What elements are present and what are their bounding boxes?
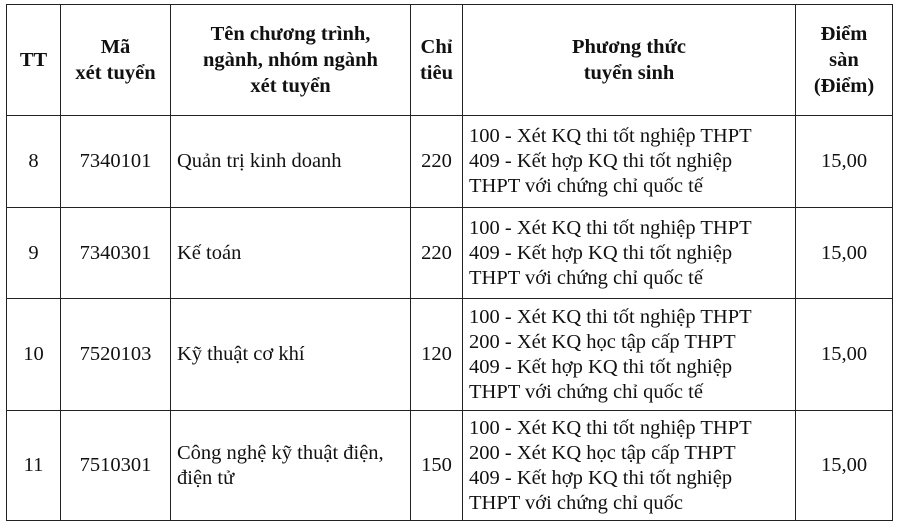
cell-code: 7510301 xyxy=(61,411,171,521)
header-quota-line: tiêu xyxy=(419,62,454,84)
table-row xyxy=(7,299,893,411)
cell-methods xyxy=(463,116,796,208)
header-row xyxy=(7,5,893,116)
cell-code: 7340101 xyxy=(61,116,171,208)
method-line: THPT với chứng chỉ quốc tế xyxy=(469,175,703,197)
cell-name-line: điện tử xyxy=(177,466,235,489)
cell-score: 15,00 xyxy=(796,411,893,521)
header-score-line: Điểm xyxy=(820,23,868,45)
header-method xyxy=(463,5,796,116)
header-name xyxy=(171,5,411,116)
table-row xyxy=(7,116,893,208)
cell-name xyxy=(171,116,411,208)
cell-name xyxy=(171,411,411,521)
method-line: 100 - Xét KQ thi tốt nghiệp THPT xyxy=(469,305,752,328)
cell-tt: 8 xyxy=(7,116,61,208)
header-score xyxy=(796,5,893,116)
cell-name xyxy=(171,299,411,411)
method-line: 409 - Kết hợp KQ thi tốt nghiệp xyxy=(469,241,733,264)
admissions-table xyxy=(6,4,893,521)
header-code xyxy=(61,5,171,116)
header-tt-text: TT xyxy=(19,49,48,71)
cell-code: 7520103 xyxy=(61,299,171,411)
header-tt xyxy=(7,5,61,116)
cell-methods xyxy=(463,411,796,521)
cell-quota: 120 xyxy=(411,299,463,411)
cell-score: 15,00 xyxy=(796,116,893,208)
method-line: 409 - Kết hợp KQ thi tốt nghiệp xyxy=(469,355,733,378)
header-name-line: Tên chương trình, xyxy=(210,23,371,45)
cell-tt: 10 xyxy=(7,299,61,411)
cell-tt: 9 xyxy=(7,208,61,299)
table-row xyxy=(7,411,893,521)
cell-name-line: Kế toán xyxy=(177,241,242,264)
cell-methods xyxy=(463,208,796,299)
header-method-line: tuyển sinh xyxy=(583,62,675,84)
cell-name-line: Quản trị kinh doanh xyxy=(177,150,342,172)
header-score-line: (Điểm) xyxy=(813,75,875,97)
cell-name-line: Kỹ thuật cơ khí xyxy=(177,343,305,365)
method-line: 409 - Kết hợp KQ thi tốt nghiệp xyxy=(469,150,733,172)
cell-score: 15,00 xyxy=(796,299,893,411)
cell-name-line: Công nghệ kỹ thuật điện, xyxy=(177,441,384,464)
cell-quota: 220 xyxy=(411,116,463,208)
method-line: THPT với chứng chỉ quốc tế xyxy=(469,380,703,403)
method-line: 409 - Kết hợp KQ thi tốt nghiệp xyxy=(469,466,733,489)
header-quota xyxy=(411,5,463,116)
cell-code: 7340301 xyxy=(61,208,171,299)
method-line: 100 - Xét KQ thi tốt nghiệp THPT xyxy=(469,125,752,147)
cell-methods xyxy=(463,299,796,411)
table-row xyxy=(7,208,893,299)
header-method-line: Phương thức xyxy=(572,36,686,58)
cell-quota: 220 xyxy=(411,208,463,299)
header-code-line: xét tuyển xyxy=(75,62,156,84)
header-code-line: Mã xyxy=(100,36,131,58)
method-line: THPT với chứng chỉ quốc tế xyxy=(469,266,703,289)
cell-tt: 11 xyxy=(7,411,61,521)
cell-score: 15,00 xyxy=(796,208,893,299)
method-line: THPT với chứng chỉ quốc xyxy=(469,491,684,514)
header-name-line: xét tuyển xyxy=(250,75,331,97)
method-line: 200 - Xét KQ học tập cấp THPT xyxy=(469,330,736,353)
method-line: 200 - Xét KQ học tập cấp THPT xyxy=(469,441,736,464)
method-line: 100 - Xét KQ thi tốt nghiệp THPT xyxy=(469,216,752,239)
cell-quota: 150 xyxy=(411,411,463,521)
header-score-line: sàn xyxy=(829,49,859,71)
header-name-line: ngành, nhóm ngành xyxy=(203,49,378,71)
header-quota-line: Chỉ xyxy=(420,36,453,58)
method-line: 100 - Xét KQ thi tốt nghiệp THPT xyxy=(469,416,752,439)
cell-name xyxy=(171,208,411,299)
